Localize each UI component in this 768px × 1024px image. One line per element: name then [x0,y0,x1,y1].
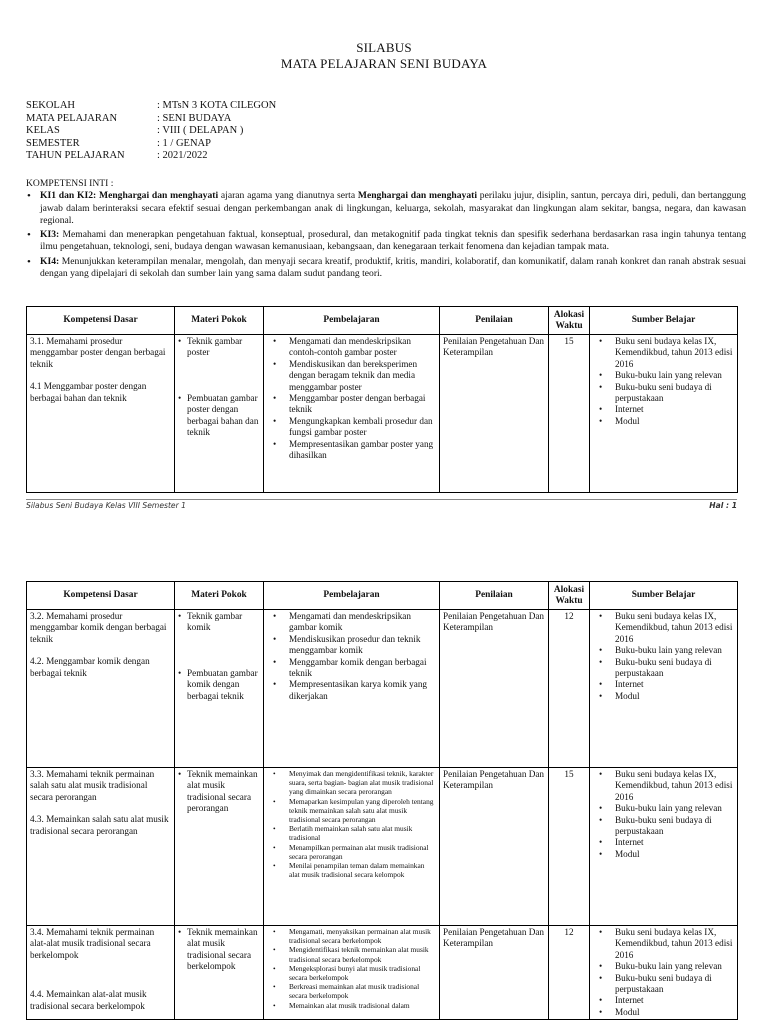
document-title: SILABUS [356,40,412,55]
sumber-cell: • Buku seni budaya kelas IX, Kemendikbud, tahun 2013 edisi 2016 • Buku-buku lain yang relevan • Buku-buku seni budaya di perpustakaan • Internet • Modul [590,768,738,926]
alokasi-cell: 15 [549,768,590,926]
identity-block [26,100,276,163]
ki-item: • KI1 dan KI2: Menghargai dan menghayati ajaran agama yang dianutnya serta Menghargai dan menghayati perilaku jujur, disiplin, santun, percaya diri, peduli, dan bertanggung jawab dalam berinteraksi secara efektif sesuai dengan perkembangan anak di lingkungan, keluarga, sekolah, masyarakat dan lingkungan alam sekitar, bangsa, negara, dan kawasan regional. [26,190,746,227]
identity-label: TAHUN PELAJARAN [26,150,125,161]
header-alokasi: Alokasi Waktu [549,582,590,610]
sumber-cell: • Buku seni budaya kelas IX, Kemendikbud, tahun 2013 edisi 2016 • Buku-buku lain yang relevan • Buku-buku seni budaya di perpustakaan • Internet • Modul [590,926,738,1020]
penilaian-cell: Penilaian Pengetahuan Dan Keterampilan [440,610,549,768]
syllabus-table-page-1 [26,306,738,493]
identity-label: KELAS [26,125,60,136]
pembelajaran-cell: • Mengamati dan mendeskripsikan contoh-contoh gambar poster • Mendiskusikan dan bereksperimen dengan beragam teknik dan media menggambar poster • Menggambar poster dengan berbagai teknik • Mengungkapkan kembali prosedur dan fungsi gambar poster • Mempresentasikan gambar poster yang dihasilkan [264,335,440,493]
identity-value: : 2021/2022 [157,150,208,161]
ki-item: • KI4: Menunjukkan keterampilan menalar, mengolah, dan menyaji secara kreatif, produktif, kritis, mandiri, kolaboratif, dan komunikatif, dalam ranah konkret dan ranah abstrak sesuai dengan yang dipelajari di sekolah dan sumber lain yang sama dalam sudut pandang teori. [26,256,746,281]
header-kd: Kompetensi Dasar [27,582,175,610]
alokasi-cell: 12 [549,926,590,1020]
document-subtitle: MATA PELAJARAN SENI BUDAYA [280,56,488,71]
identity-value: : SENI BUDAYA [157,112,232,124]
footer-title: Silabus Seni Budaya Kelas VIII Semester 1 [26,501,186,510]
penilaian-cell: Penilaian Pengetahuan Dan Keterampilan [440,768,549,926]
kd-cell: 3.1. Memahami prosedur menggambar poster dengan berbagai teknik 4.1 Menggambar poster dengan berbagai bahan dan teknik [27,335,175,493]
pembelajaran-cell: • Mengamati, menyaksikan permainan alat musik tradisional secara berkelompok • Mengidentifikasi teknik memainkan alat musik tradisional secara berkelompok • Mengeksplorasi bunyi alat musik tradisional secara berkelompok • Berkreasi memainkan alat musik tradisional secara berkelompok • Memainkan alat musik tradisional dalam [264,926,440,1020]
sumber-cell: • Buku seni budaya kelas IX, Kemendikbud, tahun 2013 edisi 2016 • Buku-buku lain yang relevan • Buku-buku seni budaya di perpustakaan • Internet • Modul [590,610,738,768]
pembelajaran-cell: • Mengamati dan mendeskripsikan gambar komik • Mendiskusikan prosedur dan teknik menggambar komik • Menggambar komik dengan berbagai teknik • Mempresentasikan karya komik yang dikerjakan [264,610,440,768]
alokasi-cell: 15 [549,335,590,493]
kd-cell: 3.4. Memahami teknik permainan alat-alat musik tradisional secara berkelompok 4.4. Memainkan alat-alat musik tradisional secara berkelompok [27,926,175,1020]
identity-label: SEMESTER [26,137,80,149]
materi-cell: • Teknik memainkan alat musik tradisional secara berkelompok [175,926,264,1020]
kd-cell: 3.2. Memahami prosedur menggambar komik dengan berbagai teknik 4.2. Menggambar komik dengan berbagai teknik [27,610,175,768]
header-sumber: Sumber Belajar [590,582,738,610]
materi-cell: • Teknik gambar komik • Pembuatan gambar komik dengan berbagai teknik [175,610,264,768]
header-sumber: Sumber Belajar [590,307,738,335]
penilaian-cell: Penilaian Pengetahuan Dan Keterampilan [440,926,549,1020]
table-header-row [27,582,738,610]
header-alokasi: Alokasi Waktu [549,307,590,335]
header-pembelajaran: Pembelajaran [264,307,440,335]
footer-page-number: Hal : 1 [709,501,737,510]
table-header-row [27,307,738,335]
header-pembelajaran: Pembelajaran [264,582,440,610]
header-penilaian: Penilaian [440,307,549,335]
header-kd: Kompetensi Dasar [27,307,175,335]
identity-value: : MTsN 3 KOTA CILEGON [157,100,277,111]
pembelajaran-cell: • Menyimak dan mengidentifikasi teknik, karakter suara, serta bagian- bagian alat musik tradisional yang dimainkan secara perorangan • Memaparkan kesimpulan yang diperoleh tentang teknik memainkan salah satu alat musik tradisional secara perorangan • Berlatih memainkan salah satu alat musik tradisional • Menampilkan permainan alat musik tradisional secara perorangan • Menilai penampilan teman dalam memainkan alat musik tradisional secara kelompok [264,768,440,926]
kd-cell: 3.3. Memahami teknik permainan salah satu alat musik tradisional secara perorangan 4.3. Memainkan salah satu alat musik tradisional secara perorangan [27,768,175,926]
identity-row [26,113,276,126]
table-row [27,335,738,493]
sumber-cell: • Buku seni budaya kelas IX, Kemendikbud, tahun 2013 edisi 2016 • Buku-buku lain yang relevan • Buku-buku seni budaya di perpustakaan • Internet • Modul [590,335,738,493]
header-materi: Materi Pokok [175,582,264,610]
identity-row [26,100,276,113]
materi-cell: • Teknik memainkan alat musik tradisional secara perorangan [175,768,264,926]
page-footer [26,499,737,510]
ki-item: • KI3: Memahami dan menerapkan pengetahuan faktual, konseptual, prosedural, dan metakognitif pada tingkat teknis dan spesifik sederhana berdasarkan rasa ingin tahunya tentang ilmu pengetahuan, teknologi, seni, budaya dengan wawasan kemanusiaan, kebangsaan, dan kenegaraan terkait fenomena dan kejadian tampak mata. [26,229,746,254]
syllabus-table-page-2 [26,581,738,1020]
table-row [27,610,738,768]
ki-heading: KOMPETENSI INTI : [26,178,114,189]
identity-value: : 1 / GENAP [157,137,211,149]
identity-label: MATA PELAJARAN [26,112,118,124]
identity-value: : VIII ( DELAPAN ) [157,125,244,136]
table-row [27,926,738,1020]
identity-row [26,150,276,163]
header-materi: Materi Pokok [175,307,264,335]
table-row [27,768,738,926]
identity-row [26,138,276,151]
kompetensi-inti [26,178,746,282]
header-penilaian: Penilaian [440,582,549,610]
identity-label: SEKOLAH [26,100,75,111]
identity-row [26,125,276,138]
alokasi-cell: 12 [549,610,590,768]
penilaian-cell: Penilaian Pengetahuan Dan Keterampilan [440,335,549,493]
materi-cell: • Teknik gambar poster • Pembuatan gambar poster dengan berbagai bahan dan teknik [175,335,264,493]
